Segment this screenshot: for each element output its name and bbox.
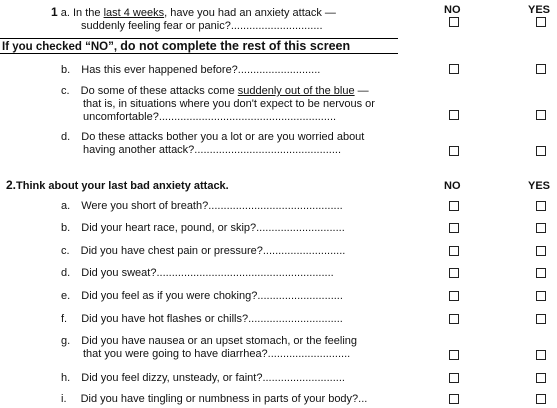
question-2i [61,393,367,406]
item-text: Did your heart race, pound, or skip?............................. [81,222,345,234]
skip-instruction-part2: do not complete the rest of this screen [120,39,351,53]
question-number: 2. [6,178,17,192]
item-letter: d. [61,267,71,279]
checkbox-2e-no[interactable] [449,291,459,301]
checkbox-2b-no[interactable] [449,223,459,233]
checkbox-2b-yes[interactable] [536,223,546,233]
question-text-underlined: last 4 weeks [103,7,165,19]
checkbox-2c-no[interactable] [449,246,459,256]
item-letter: e. [61,290,71,302]
checkbox-1c-yes[interactable] [536,110,546,120]
question-text: In the [73,7,104,19]
item-text-underlined: suddenly out of the blue [237,85,355,97]
checkbox-2e-yes[interactable] [536,291,546,301]
question-2c [61,245,345,258]
item-letter: b. [61,64,71,76]
item-letter: c. [61,245,70,257]
item-letter: i. [61,393,67,405]
checkbox-2g-no[interactable] [449,350,459,360]
question-2a [61,200,343,213]
checkbox-2h-no[interactable] [449,373,459,383]
checkbox-1b-no[interactable] [449,64,459,74]
checkbox-2a-no[interactable] [449,201,459,211]
checkbox-1d-no[interactable] [449,146,459,156]
checkbox-2i-no[interactable] [449,394,459,404]
item-text: Did you feel dizzy, unsteady, or faint?........................... [81,372,345,384]
checkbox-1b-yes[interactable] [536,64,546,74]
checkbox-2c-yes[interactable] [536,246,546,256]
checkbox-1a-yes[interactable] [536,17,546,27]
question-1c [61,85,375,124]
question-2h [61,372,345,385]
checkbox-1d-yes[interactable] [536,146,546,156]
item-text: Has this ever happened before?........................... [81,64,321,76]
checkbox-2a-yes[interactable] [536,201,546,211]
item-text: Do these attacks bother you a lot or are you worried about [81,131,365,143]
column-header-yes: YES [528,180,551,192]
item-letter: a. [60,7,70,19]
item-letter: b. [61,222,71,234]
item-text-line2: having another attack?................................................ [83,144,341,156]
skip-instruction [0,38,398,54]
question-text: , have you had an anxiety attack — [164,7,336,19]
question-2g [61,335,357,361]
column-header-yes: YES [528,4,551,16]
item-text: Did you have nausea or an upset stomach, or the feeling [81,335,358,347]
column-header-no: NO [444,4,461,16]
question-2b [61,222,345,235]
question-1d [61,131,364,157]
question-2-heading [6,178,229,192]
item-text: Did you sweat?.......................................................... [81,267,334,279]
item-text: Do some of these attacks come [80,85,238,97]
checkbox-2d-yes[interactable] [536,268,546,278]
checkbox-1a-no[interactable] [449,17,459,27]
item-text: Did you have tingling or numbness in parts of your body?... [80,393,368,405]
item-letter: d. [61,131,71,143]
checkbox-2f-no[interactable] [449,314,459,324]
question-1b [61,64,320,77]
item-letter: a. [61,200,71,212]
item-letter: f. [61,313,68,325]
checkbox-2g-yes[interactable] [536,350,546,360]
checkbox-1c-no[interactable] [449,110,459,120]
question-1a [51,6,336,33]
checkbox-2d-no[interactable] [449,268,459,278]
item-letter: h. [61,372,71,384]
item-text-line2: that you were going to have diarrhea?........................... [83,348,351,360]
item-text: — [354,85,369,97]
item-text: Were you short of breath?............................................ [81,200,343,212]
question-text: Think about your last bad anxiety attack. [16,180,229,192]
checkbox-2i-yes[interactable] [536,394,546,404]
item-text: Did you feel as if you were choking?............................ [81,290,343,302]
item-text: Did you have hot flashes or chills?............................... [81,313,343,325]
question-number: 1 [51,5,58,19]
question-2f [61,313,343,326]
item-text: Did you have chest pain or pressure?........................... [80,245,346,257]
item-text-line2: that is, in situations where you don't expect to be nervous or [83,98,375,110]
skip-instruction-part1: If you checked “NO”, [2,41,121,53]
item-text-line3: uncomfortable?.......................................................... [83,111,337,123]
item-letter: c. [61,85,70,97]
question-text-line2: suddenly feeling fear or panic?.............................. [81,20,323,32]
question-2d [61,267,334,280]
question-2e [61,290,343,303]
item-letter: g. [61,335,71,347]
column-header-no: NO [444,180,461,192]
checkbox-2f-yes[interactable] [536,314,546,324]
checkbox-2h-yes[interactable] [536,373,546,383]
